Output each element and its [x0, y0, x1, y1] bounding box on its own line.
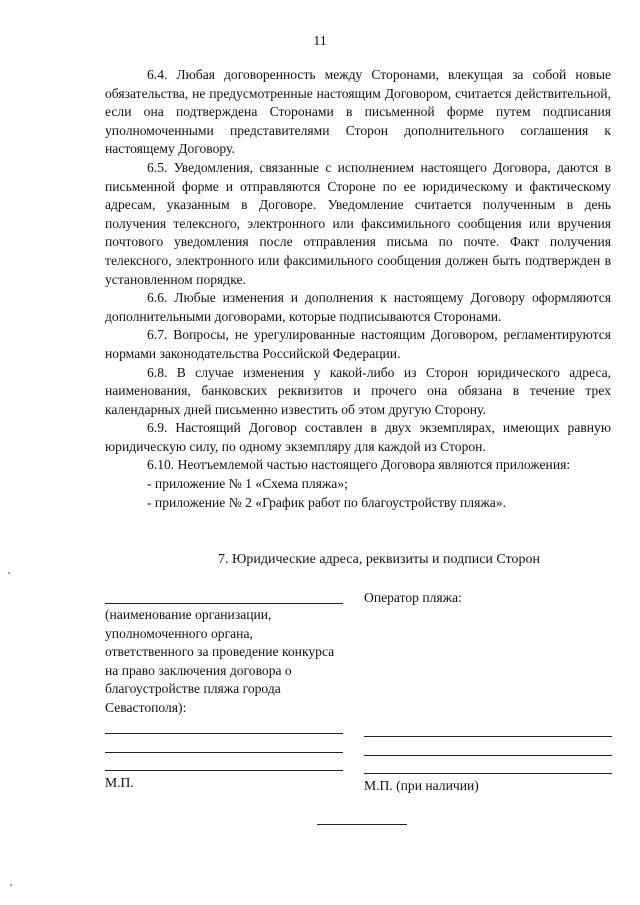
right-signature-line-1 — [364, 736, 612, 737]
section-title: 7. Юридические адреса, реквизиты и подписи Сторон — [218, 552, 540, 567]
page-number: 11 — [313, 34, 327, 49]
right-party-block — [364, 590, 612, 606]
footer-separator — [317, 824, 407, 825]
scan-speck — [8, 572, 10, 574]
clause-6-4: 6.4. Любая договоренность между Сторонами, влекущая за собой новые обязательства, не предусмотренные настоящим Договором, считается действительной, если она подтверждена Сторонами в письменной форме путем подписания уполномоченными представителями Сторон дополнительного соглашения к настоящему Договору. — [105, 67, 611, 157]
right-stamp-label: М.П. (при наличии) — [364, 778, 479, 793]
left-stamp-label: М.П. — [105, 775, 134, 790]
right-signature-line-2 — [364, 755, 612, 756]
right-signature-line-3 — [364, 773, 612, 774]
left-signature-line-3 — [105, 770, 343, 771]
clause-6-10: 6.10. Неотъемлемой частью настоящего Договора являются приложения: — [147, 457, 571, 473]
appendix-item-2: - приложение № 2 «График работ по благоустройству пляжа». — [147, 494, 506, 510]
clause-6-8: 6.8. В случае изменения у какой-либо из Сторон юридического адреса, наименования, банковских реквизитов и прочего она обязана в течение трех календарных дней письменно известить об этом другую Сторону. — [105, 364, 611, 417]
appendix-item-1: - приложение № 1 «Схема пляжа»; — [147, 476, 348, 492]
contract-body — [105, 66, 611, 512]
clause-6-7: 6.7. Вопросы, не урегулированные настоящим Договором, регламентируются нормами законодательства Российской Федерации. — [105, 327, 611, 361]
left-party-description: (наименование организации, уполномоченного органа, ответственного за проведение конкурса на право заключения договора о благоустройстве пляжа города Севастополя): — [105, 607, 335, 715]
right-party-label: Оператор пляжа: — [364, 590, 462, 605]
left-party-block — [105, 606, 345, 718]
clause-6-9: 6.9. Настоящий Договор составлен в двух экземплярах, имеющих равную юридическую силу, по одному экземпляру для каждой из Сторон. — [105, 420, 611, 454]
left-signature-line-1 — [105, 733, 343, 734]
left-signature-line-2 — [105, 752, 343, 753]
clause-6-6: 6.6. Любые изменения и дополнения к настоящему Договору оформляются дополнительными договорами, которые подписываются Сторонами. — [105, 290, 611, 324]
scan-speck — [10, 884, 12, 886]
left-signature-line-top — [105, 603, 343, 604]
clause-6-5: 6.5. Уведомления, связанные с исполнением настоящего Договора, даются в письменной форме и отправляются Стороне по ее юридическому и фактическому адресам, указанным в Договоре. Уведомление считается полученным в день получения телексного, электронного или факсимильного сообщения или вручения почтового уведомления после отправления письма по почте. Факт получения телексного, электронного или факсимильного сообщения должен быть подтвержден в установленном порядке. — [105, 159, 611, 287]
